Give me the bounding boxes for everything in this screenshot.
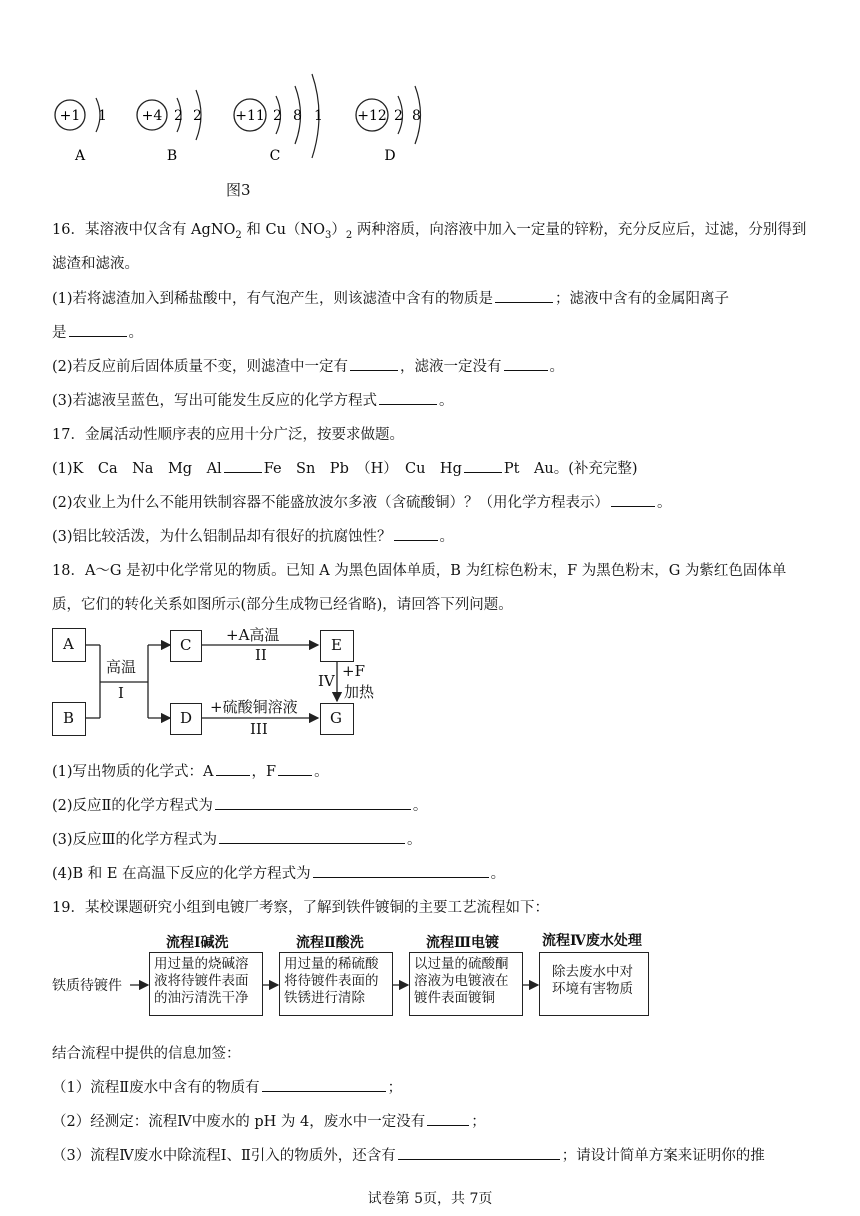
q16-stem-text-a: 16．某溶液中仅含有 AgNO xyxy=(52,222,236,238)
q16-part2-blank-1[interactable] xyxy=(350,356,398,372)
q18-part4-blank[interactable] xyxy=(313,863,489,879)
q18-box-d-label: D xyxy=(180,709,193,727)
q16-part2-text: (2)若反应前后固体质量不变，则滤渣中一定有 xyxy=(52,359,349,375)
atom-b-shell-1: 2 xyxy=(174,108,183,124)
q17-part2 xyxy=(52,491,672,512)
atom-a-shell-1: 1 xyxy=(98,108,107,124)
q19-intro: 结合流程中提供的信息加签： xyxy=(52,1046,241,1062)
q16-sub-c: 2 xyxy=(345,229,353,241)
q16-part3 xyxy=(52,389,454,410)
atom-b-label: B xyxy=(166,148,178,164)
q18-reaction4-number: IV xyxy=(318,672,335,690)
q17-part1-blank-2[interactable] xyxy=(464,458,502,474)
q16-stem-line2: 滤渣和滤液。 xyxy=(52,256,139,272)
q18-box-c-label: C xyxy=(180,636,192,654)
q19-part3 xyxy=(52,1144,765,1165)
q18-part4-text: (4)B 和 E 在高温下反应的化学方程式为 xyxy=(52,866,311,882)
q18-part2-text: (2)反应Ⅱ的化学方程式为 xyxy=(52,798,213,814)
q19-flow-step4-line2: 环境有害物质 xyxy=(552,981,633,997)
q18-part1-blank-2[interactable] xyxy=(278,761,312,777)
atom-a-nucleus: +1 xyxy=(59,108,81,124)
q18-part4 xyxy=(52,862,505,883)
q16-part1-text: (1)若将滤渣加入到稀盐酸中，有气泡产生，则该滤渣中含有的物质是 xyxy=(52,291,494,307)
q16-stem-text-b: 和 Cu（NO xyxy=(241,222,325,238)
q18-part2-blank[interactable] xyxy=(215,795,411,811)
q19-flowchart xyxy=(52,928,652,1024)
q16-stem-line1 xyxy=(52,218,806,241)
atom-a-label: A xyxy=(74,148,86,164)
q19-flow-step4-box xyxy=(539,952,649,1016)
q19-flow-step4-line1: 除去废水中对 xyxy=(552,964,633,980)
q19-flow-step1-line2: 液将待镀件表面 xyxy=(154,973,249,989)
q18-diagram xyxy=(52,628,392,738)
q18-part1-text-b: ，F xyxy=(251,764,277,780)
q18-box-b xyxy=(52,702,86,736)
q19-flow-step3-line2: 溶液为电镀液在 xyxy=(414,973,509,989)
q16-part2-text-b: ，滤液一定没有 xyxy=(400,359,502,375)
q19-flow-step2-line2: 将待镀件表面的 xyxy=(284,973,379,989)
q16-part3-text-b: 。 xyxy=(439,393,454,409)
q19-part2-text: （2）经测定：流程Ⅳ中废水的 pH 为 4，废水中一定没有 xyxy=(52,1114,426,1130)
q19-part2-blank[interactable] xyxy=(427,1111,469,1127)
q18-part4-text-b: 。 xyxy=(490,866,506,882)
q16-sub-b: 3 xyxy=(325,229,332,241)
q18-box-d xyxy=(170,703,202,735)
q18-part2 xyxy=(52,794,427,815)
q16-part1-text-b: ；滤液中含有的金属阳离子 xyxy=(555,291,730,307)
q18-box-b-label: B xyxy=(63,709,75,727)
q18-part3-text: (3)反应Ⅲ的化学方程式为 xyxy=(52,832,218,848)
q18-part3-blank[interactable] xyxy=(219,829,405,845)
atom-d-label: D xyxy=(384,148,396,164)
q18-part3 xyxy=(52,828,422,849)
q17-part3-text: (3)铝比较活泼，为什么铝制品却有很好的抗腐蚀性？ xyxy=(52,529,392,545)
q17-part3-text-b: 。 xyxy=(439,529,455,545)
q18-box-a-label: A xyxy=(63,635,74,653)
q19-part2 xyxy=(52,1110,486,1131)
q17-part2-blank[interactable] xyxy=(611,492,655,508)
q18-box-c xyxy=(170,630,202,662)
q18-part2-text-b: 。 xyxy=(412,798,428,814)
q18-reaction4-condition: 加热 xyxy=(344,683,375,701)
q17-part1 xyxy=(52,457,638,478)
q19-flow-step1-line1: 用过量的烧碱溶 xyxy=(154,956,249,972)
q19-part1 xyxy=(52,1076,402,1097)
q18-reaction4-reagent: +F xyxy=(342,662,365,680)
q19-stem: 19．某校课题研究小组到电镀厂考察，了解到铁件镀铜的主要工艺流程如下： xyxy=(52,900,549,916)
q19-flow-step1-line3: 的油污清洗干净 xyxy=(154,990,249,1006)
q19-flow-step3-box xyxy=(409,952,523,1016)
q19-part3-text-b: ；请设计简单方案来证明你的推 xyxy=(561,1148,765,1164)
q18-reaction3-condition: +硫酸铜溶液 xyxy=(210,698,298,716)
q16-stem-text-d: 两种溶质，向溶液中加入一定量的锌粉，充分反应后，过滤，分别得到 xyxy=(352,222,807,238)
q16-part1-blank-1[interactable] xyxy=(495,288,553,304)
q17-part1-text-a: (1)K Ca Na Mg Al xyxy=(52,461,222,477)
atom-c-label: C xyxy=(269,148,281,164)
atom-d-nucleus: +12 xyxy=(357,108,387,124)
q18-stem-line1: 18．A～G 是初中化学常见的物质。已知 A 为黑色固体单质，B 为红棕色粉末，F 为黑色粉末，G 为紫红色固体单 xyxy=(52,563,787,579)
atom-a xyxy=(55,98,107,164)
q16-part1-blank-2[interactable] xyxy=(69,322,127,338)
q18-box-e xyxy=(320,630,354,662)
atom-c-shell-1: 2 xyxy=(273,108,282,124)
figure3-caption: 图3 xyxy=(226,181,251,199)
q19-part3-text: （3）流程Ⅳ废水中除流程Ⅰ、Ⅱ引入的物质外，还含有 xyxy=(52,1148,396,1164)
q16-part2 xyxy=(52,355,564,376)
q19-flow-step2-box xyxy=(279,952,393,1016)
q16-part1 xyxy=(52,287,729,308)
q19-part1-blank[interactable] xyxy=(262,1077,386,1093)
q18-box-g-label: G xyxy=(330,709,342,727)
q19-flow-step3-line1: 以过量的硫酸酮 xyxy=(414,956,509,972)
q18-reaction2-condition: +A高温 xyxy=(226,626,280,644)
atom-c-nucleus: +11 xyxy=(235,108,265,124)
atom-b-nucleus: +4 xyxy=(141,108,163,124)
q17-part3-blank[interactable] xyxy=(394,526,438,542)
q19-part1-text-b: ； xyxy=(387,1080,403,1096)
q18-part1 xyxy=(52,760,329,781)
q19-flow-step4-title: 流程Ⅳ废水处理 xyxy=(542,933,642,949)
q19-flow-step3-line3: 镀件表面镀铜 xyxy=(414,990,495,1006)
q16-part2-text-c: 。 xyxy=(549,359,565,375)
q17-part1-text-b: Fe Sn Pb （H） Cu Hg xyxy=(263,461,462,477)
q16-part3-blank[interactable] xyxy=(379,390,437,406)
q18-part1-text-c: 。 xyxy=(314,764,329,780)
q19-flow-step2-title: 流程Ⅱ酸洗 xyxy=(296,935,364,951)
q17-part2-text: (2)农业上为什么不能用铁制容器不能盛放波尔多液（含硫酸铜）？（用化学方程表示） xyxy=(52,495,610,511)
q19-flow-step2-line3: 铁锈进行清除 xyxy=(284,990,365,1006)
q17-part2-text-b: 。 xyxy=(657,495,672,511)
q18-stem-line2: 质，它们的转化关系如图所示(部分生成物已经省略)，请回答下列问题。 xyxy=(52,597,513,613)
q19-flow-step2-line1: 用过量的稀硫酸 xyxy=(284,956,379,972)
q17-stem: 17．金属活动性顺序表的应用十分广泛，按要求做题。 xyxy=(52,427,404,443)
q16-sub-a: 2 xyxy=(235,229,242,241)
q18-part3-text-b: 。 xyxy=(407,832,422,848)
q18-reaction3-number: III xyxy=(250,720,268,738)
q18-box-e-label: E xyxy=(331,636,342,654)
q16-part3-text: (3)若滤液呈蓝色，写出可能发生反应的化学方程式 xyxy=(52,393,378,409)
q18-part1-blank-1[interactable] xyxy=(216,761,250,777)
q16-part1-text-c: 是 xyxy=(52,325,67,341)
q16-stem-text-c: ） xyxy=(331,222,346,238)
q18-box-a xyxy=(52,628,86,662)
q18-part1-text: (1)写出物质的化学式：A xyxy=(52,764,214,780)
q17-part1-blank-1[interactable] xyxy=(224,458,262,474)
q19-part3-blank[interactable] xyxy=(398,1145,560,1161)
q19-part1-text: （1）流程Ⅱ废水中含有的物质有 xyxy=(52,1080,260,1096)
page-footer: 试卷第 5页，共 7页 xyxy=(367,1191,493,1207)
q17-part1-text-c: Pt Au。(补充完整) xyxy=(503,461,638,477)
q18-box-g xyxy=(320,703,354,735)
atom-b-shell-2: 2 xyxy=(193,108,202,124)
q18-reaction1-number: I xyxy=(118,684,124,702)
q16-part2-blank-2[interactable] xyxy=(504,356,548,372)
q19-part2-text-b: ； xyxy=(471,1114,486,1130)
atom-d-shell-1: 2 xyxy=(394,108,403,124)
q17-part3 xyxy=(52,525,454,546)
atom-c-shell-2: 8 xyxy=(293,108,302,124)
atom-d xyxy=(356,86,421,164)
q19-flow-step1-title: 流程Ⅰ碱洗 xyxy=(166,935,229,951)
atom-c xyxy=(234,74,323,164)
atom-b xyxy=(137,90,202,164)
atom-d-shell-2: 8 xyxy=(412,108,421,124)
atom-c-shell-3: 1 xyxy=(314,108,323,124)
q16-part1-cont xyxy=(52,321,143,342)
q18-reaction1-condition: 高温 xyxy=(106,658,137,676)
q19-flow-step3-title: 流程Ⅲ电镀 xyxy=(426,935,500,951)
q18-reaction2-number: II xyxy=(255,646,267,664)
q19-flow-start: 铁质待镀件 xyxy=(52,978,122,994)
q19-flow-step1-box xyxy=(149,952,263,1016)
q16-part1-text-d: 。 xyxy=(128,325,143,341)
